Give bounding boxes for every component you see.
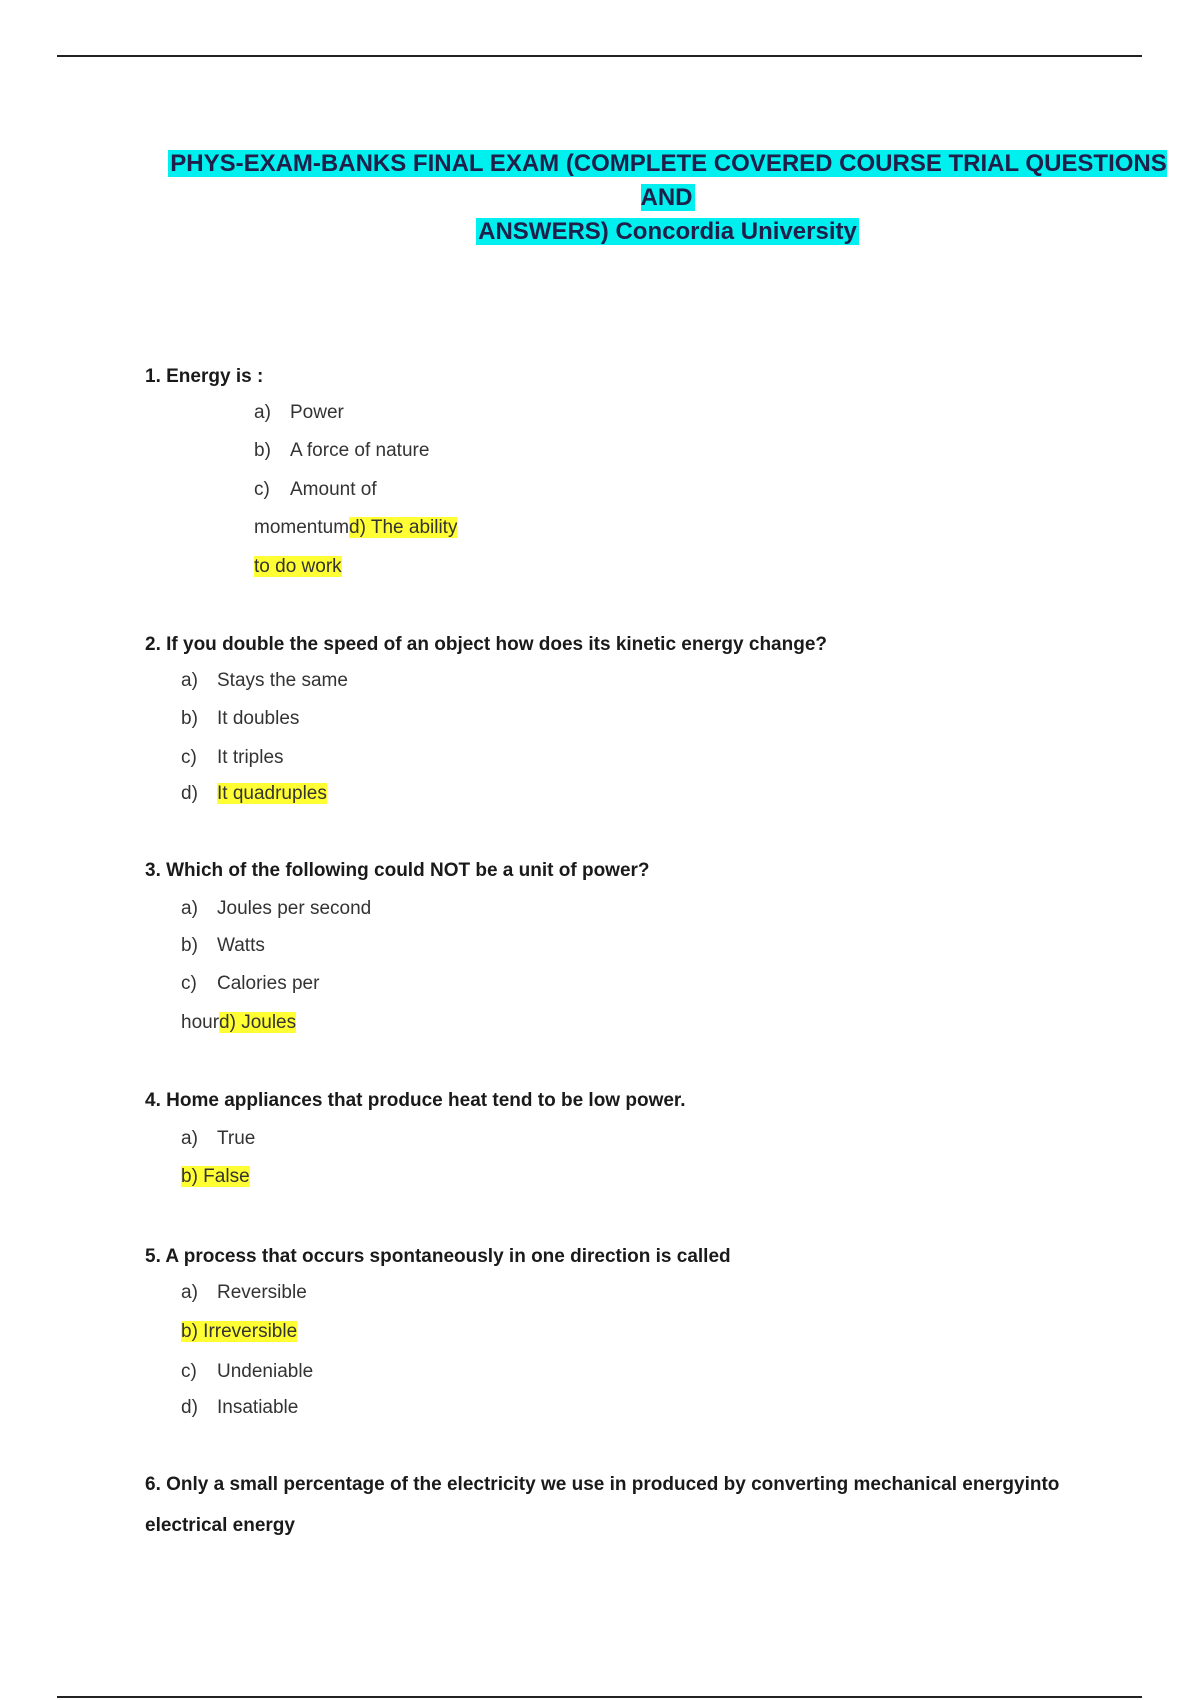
q2-option-a-text: Stays the same bbox=[217, 670, 348, 691]
document-title bbox=[150, 147, 1185, 249]
q1-option-c-continued bbox=[254, 515, 457, 541]
q3-option-b-text: Watts bbox=[217, 935, 265, 956]
q5-option-d-label: d) bbox=[181, 1397, 198, 1418]
bottom-rule bbox=[57, 1696, 1142, 1698]
q1-option-d-answer-cont: to do work bbox=[254, 556, 342, 577]
q4-option-a-text: True bbox=[217, 1128, 256, 1149]
q4-option-a bbox=[181, 1126, 255, 1152]
question-5: 5. A process that occurs spontaneously in one direction is called bbox=[145, 1246, 731, 1267]
question-1: 1. Energy is : bbox=[145, 366, 264, 387]
q3-option-c-label: c) bbox=[181, 973, 197, 994]
q2-option-d-answer: It quadruples bbox=[217, 783, 327, 804]
q1-option-b bbox=[254, 438, 429, 464]
q1-option-c bbox=[254, 477, 377, 503]
q1-option-c-text: Amount of bbox=[290, 479, 377, 500]
q3-option-c-cont-text: hour bbox=[181, 1012, 220, 1033]
q2-option-d-label: d) bbox=[181, 783, 198, 804]
question-3: 3. Which of the following could NOT be a unit of power? bbox=[145, 860, 650, 881]
q5-option-b-answer: b) Irreversible bbox=[181, 1321, 298, 1342]
question-6-line-2: electrical energy bbox=[145, 1515, 295, 1536]
q1-option-d-continued bbox=[254, 554, 342, 580]
q5-option-a-label: a) bbox=[181, 1282, 198, 1303]
q4-option-a-label: a) bbox=[181, 1128, 198, 1149]
q2-option-c-text: It triples bbox=[217, 747, 284, 768]
q2-option-b-text: It doubles bbox=[217, 708, 300, 729]
title-line-2: ANSWERS) Concordia University bbox=[478, 218, 857, 245]
q2-option-a-label: a) bbox=[181, 670, 198, 691]
q3-option-a-text: Joules per second bbox=[217, 898, 372, 919]
question-6-line-1: 6. Only a small percentage of the electricity we use in produced by converting mechanical energyinto bbox=[145, 1474, 1060, 1495]
q5-option-d-text: Insatiable bbox=[217, 1397, 299, 1418]
q2-option-b bbox=[181, 706, 299, 732]
q2-option-c bbox=[181, 745, 284, 771]
q1-option-a bbox=[254, 400, 344, 426]
q5-option-c-label: c) bbox=[181, 1361, 197, 1382]
q3-option-c bbox=[181, 971, 319, 997]
title-line-1: PHYS-EXAM-BANKS FINAL EXAM (COMPLETE COVERED COURSE TRIAL QUESTIONS AND bbox=[170, 150, 1167, 211]
question-2: 2. If you double the speed of an object how does its kinetic energy change? bbox=[145, 634, 828, 655]
q3-option-d-answer: d) Joules bbox=[219, 1012, 297, 1033]
top-rule bbox=[57, 55, 1142, 57]
q2-option-c-label: c) bbox=[181, 747, 197, 768]
q1-option-a-label: a) bbox=[254, 402, 271, 423]
q5-option-a bbox=[181, 1280, 307, 1306]
q1-option-c-cont-text: momentum bbox=[254, 517, 350, 538]
q2-option-b-label: b) bbox=[181, 708, 198, 729]
q2-option-d bbox=[181, 781, 327, 807]
q2-option-a bbox=[181, 668, 348, 694]
q1-option-d-answer: d) The ability bbox=[349, 517, 458, 538]
q3-option-a bbox=[181, 896, 371, 922]
question-4: 4. Home appliances that produce heat tend to be low power. bbox=[145, 1090, 686, 1111]
q3-option-a-label: a) bbox=[181, 898, 198, 919]
q5-option-c bbox=[181, 1359, 313, 1385]
q1-option-c-label: c) bbox=[254, 479, 270, 500]
q5-option-b bbox=[181, 1319, 297, 1345]
q3-option-b bbox=[181, 933, 265, 959]
q3-option-c-text: Calories per bbox=[217, 973, 320, 994]
q4-option-b bbox=[181, 1164, 250, 1190]
q5-option-d bbox=[181, 1395, 298, 1421]
q5-option-a-text: Reversible bbox=[217, 1282, 307, 1303]
q3-option-c-continued bbox=[181, 1010, 296, 1036]
q1-option-b-text: A force of nature bbox=[290, 440, 430, 461]
q5-option-c-text: Undeniable bbox=[217, 1361, 314, 1382]
q4-option-b-answer: b) False bbox=[181, 1166, 250, 1187]
q3-option-b-label: b) bbox=[181, 935, 198, 956]
q1-option-a-text: Power bbox=[290, 402, 344, 423]
q1-option-b-label: b) bbox=[254, 440, 271, 461]
